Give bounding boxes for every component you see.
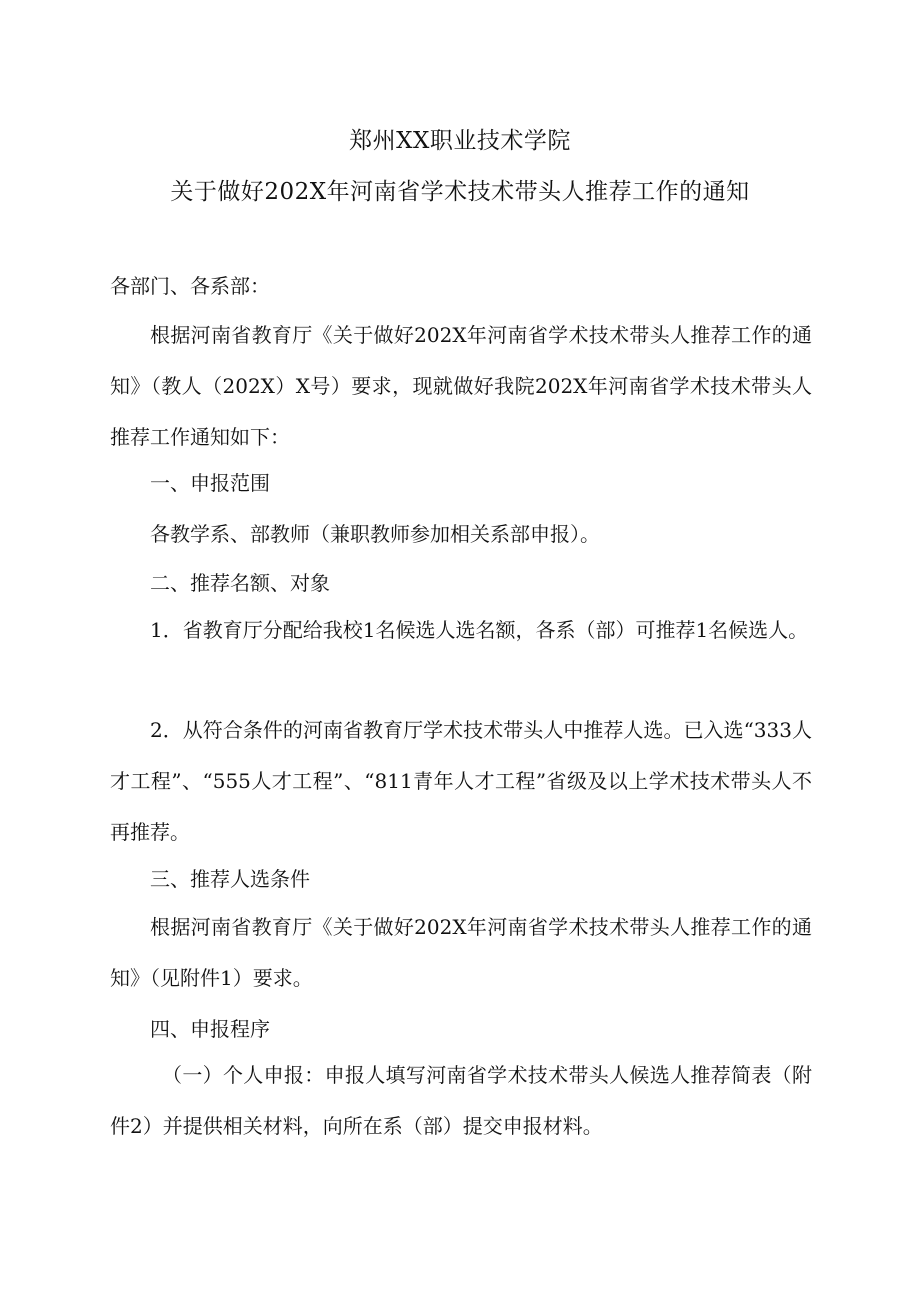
salutation: 各部门、各系部： xyxy=(110,274,270,298)
section-2-heading: 二、推荐名额、对象 xyxy=(150,571,330,595)
section-2-item-1: 1．省教育厅分配给我校1名候选人选名额，各系（部）可推荐1名候选人。 xyxy=(150,618,809,642)
section-4-heading: 四、申报程序 xyxy=(150,1017,270,1041)
intro-paragraph: 根据河南省教育厅《关于做好202X年河南省学术技术带头人推荐工作的通知》（教人（202X）X号）要求，现就做好我院202X年河南省学术技术带头人推荐工作通知如下： xyxy=(110,323,812,449)
school-name: 郑州XX职业技术学院 xyxy=(349,128,571,154)
section-3-heading: 三、推荐人选条件 xyxy=(150,867,310,891)
section-1-text: 各教学系、部教师（兼职教师参加相关系部申报）。 xyxy=(150,522,600,546)
section-2-item-2: 2．从符合条件的河南省教育厅学术技术带头人中推荐人选。已入选“333人才工程”、“555人才工程”、“811青年人才工程”省级及以上学术技术带头人不再推荐。 xyxy=(110,718,812,844)
document-title: 关于做好202X年河南省学术技术带头人推荐工作的通知 xyxy=(170,179,750,205)
section-3-text: 根据河南省教育厅《关于做好202X年河南省学术技术带头人推荐工作的通知》（见附件1）要求。 xyxy=(110,915,812,990)
section-1-heading: 一、申报范围 xyxy=(150,471,270,495)
section-4-item-1: （一）个人申报：申报人填写河南省学术技术带头人候选人推荐简表（附件2）并提供相关材料，向所在系（部）提交申报材料。 xyxy=(110,1063,812,1138)
